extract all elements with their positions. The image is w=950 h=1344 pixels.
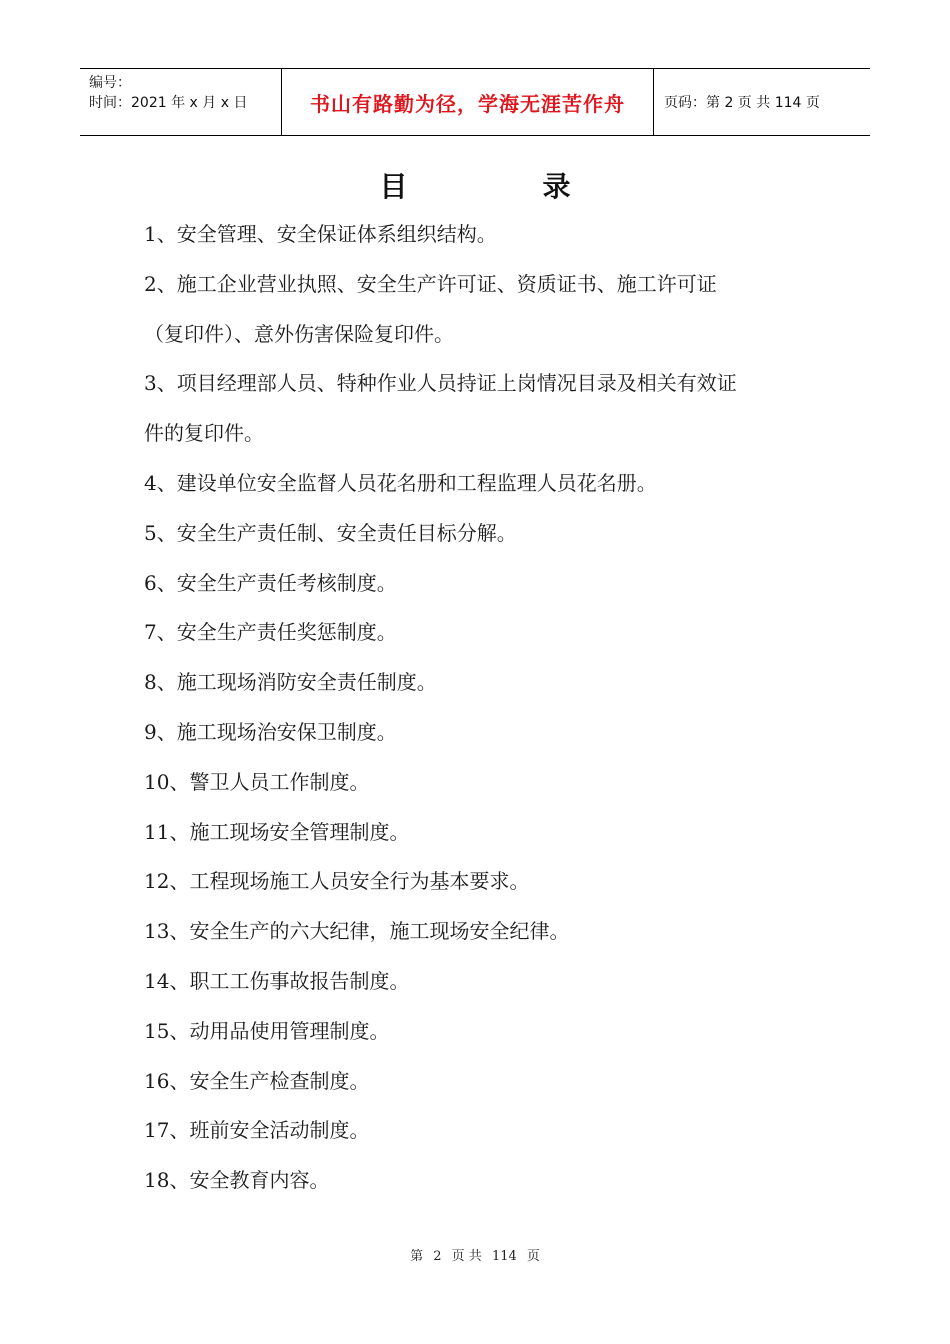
toc-item: 7、安全生产责任奖惩制度。 <box>144 620 397 645</box>
toc-item: 5、安全生产责任制、安全责任目标分解。 <box>144 520 517 545</box>
toc-item-continued: （复印件）、意外伤害保险复印件。 <box>144 321 454 346</box>
page-footer <box>0 1245 950 1264</box>
toc-item: 11、施工现场安全管理制度。 <box>144 819 410 844</box>
footer-page-number: 2 <box>433 1249 442 1264</box>
toc-item: 9、施工现场治安保卫制度。 <box>144 719 397 744</box>
toc-item: 8、施工现场消防安全责任制度。 <box>144 670 437 695</box>
footer-total-pages: 114 <box>491 1249 517 1264</box>
toc-item: 10、警卫人员工作制度。 <box>144 769 370 794</box>
toc-item: 18、安全教育内容。 <box>144 1168 330 1193</box>
toc-item: 4、建设单位安全监督人员花名册和工程监理人员花名册。 <box>144 470 657 495</box>
toc-item-continued: 件的复印件。 <box>144 421 264 446</box>
toc-item: 6、安全生产责任考核制度。 <box>144 570 397 595</box>
toc-item: 16、安全生产检查制度。 <box>144 1068 370 1093</box>
page-header <box>80 68 870 136</box>
table-of-contents <box>144 210 824 1206</box>
toc-title: 目录 <box>379 170 706 203</box>
toc-item: 12、工程现场施工人员安全行为基本要求。 <box>144 869 530 894</box>
toc-item: 1、安全管理、安全保证体系组织结构。 <box>144 222 497 246</box>
document-date: 时间：2021 年 x 月 x 日 <box>89 95 248 111</box>
document-number-label: 编号： <box>89 75 131 91</box>
toc-item: 17、班前安全活动制度。 <box>144 1118 370 1143</box>
footer-suffix: 页 <box>526 1249 540 1264</box>
toc-item: 15、动用品使用管理制度。 <box>144 1018 390 1043</box>
toc-item: 13、安全生产的六大纪律，施工现场安全纪律。 <box>144 919 570 944</box>
toc-item: 3、项目经理部人员、特种作业人员持证上岗情况目录及相关有效证 <box>144 371 737 396</box>
header-meta <box>80 69 282 135</box>
footer-mid: 页 共 <box>451 1249 482 1264</box>
header-motto: 书山有路勤为径，学海无涯苦作舟 <box>282 69 654 135</box>
toc-item: 14、职工工伤事故报告制度。 <box>144 968 410 993</box>
header-page-info: 页码：第 2 页 共 114 页 <box>664 95 820 111</box>
footer-prefix: 第 <box>410 1249 424 1264</box>
toc-item: 2、施工企业营业执照、安全生产许可证、资质证书、施工许可证 <box>144 271 717 296</box>
